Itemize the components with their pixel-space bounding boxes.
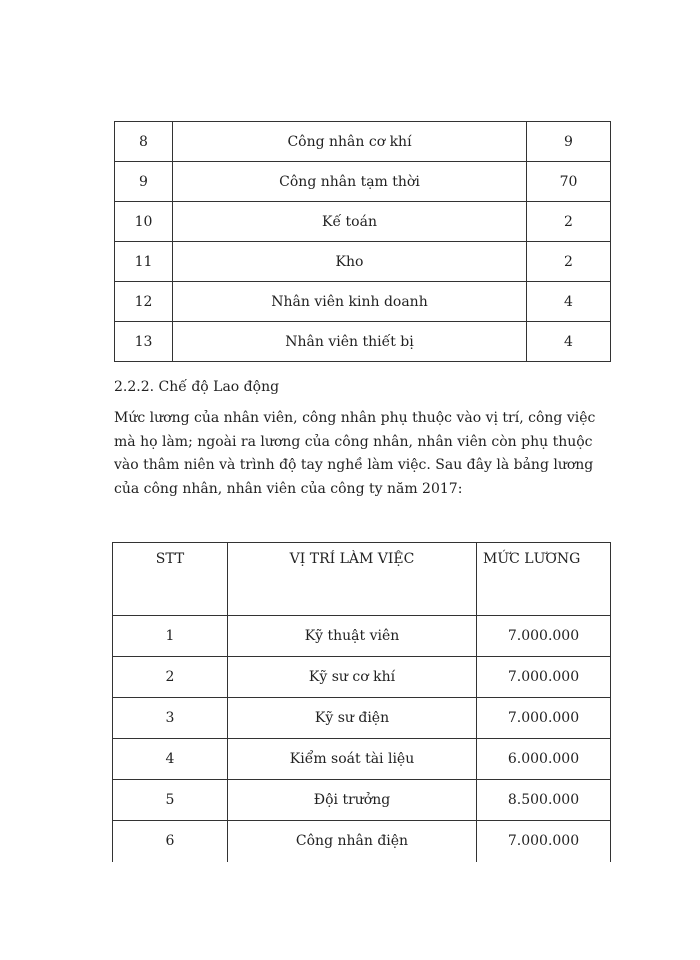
- count-cell: 9: [527, 122, 611, 162]
- table-row: [115, 162, 611, 202]
- position-cell: Kỹ sư cơ khí: [228, 657, 477, 698]
- stt-cell: 3: [113, 698, 228, 739]
- salary-cell: 7.000.000: [477, 821, 611, 862]
- position-cell: Kho: [173, 242, 527, 282]
- table-row: [113, 616, 611, 657]
- stt-cell: 10: [115, 202, 173, 242]
- table-row: [115, 322, 611, 362]
- count-cell: 2: [527, 202, 611, 242]
- stt-cell: 6: [113, 821, 228, 862]
- body-paragraph: Mức lương của nhân viên, công nhân phụ thuộc vào vị trí, công việc mà họ làm; ngoài ra lương của công nhân, nhân viên còn phụ thuộc vào thâm niên và trình độ tay nghề làm việc. Sau đây là bảng lương của công nhân, nhân viên của công ty năm 2017:: [114, 410, 596, 497]
- position-cell: Công nhân điện: [228, 821, 477, 862]
- count-cell: 70: [527, 162, 611, 202]
- stt-cell: 13: [115, 322, 173, 362]
- salary-cell: 7.000.000: [477, 657, 611, 698]
- table-row: [113, 739, 611, 780]
- salary-cell: 7.000.000: [477, 698, 611, 739]
- salary-cell: 8.500.000: [477, 780, 611, 821]
- table-row: [113, 821, 611, 862]
- salary-table: [112, 542, 611, 862]
- table-row: [115, 122, 611, 162]
- header-stt: STT: [113, 543, 228, 616]
- count-cell: 4: [527, 282, 611, 322]
- table-row: [115, 242, 611, 282]
- position-cell: Đội trưởng: [228, 780, 477, 821]
- table-row: [115, 202, 611, 242]
- staff-count-table: [114, 121, 611, 362]
- table-row: [113, 780, 611, 821]
- stt-cell: 2: [113, 657, 228, 698]
- count-cell: 2: [527, 242, 611, 282]
- position-cell: Kế toán: [173, 202, 527, 242]
- stt-cell: 5: [113, 780, 228, 821]
- table-header-row: [113, 543, 611, 616]
- header-position: VỊ TRÍ LÀM VIỆC: [228, 543, 477, 616]
- position-cell: Kiểm soát tài liệu: [228, 739, 477, 780]
- position-cell: Kỹ thuật viên: [228, 616, 477, 657]
- count-cell: 4: [527, 322, 611, 362]
- position-cell: Nhân viên kinh doanh: [173, 282, 527, 322]
- stt-cell: 12: [115, 282, 173, 322]
- stt-cell: 1: [113, 616, 228, 657]
- position-cell: Công nhân cơ khí: [173, 122, 527, 162]
- stt-cell: 4: [113, 739, 228, 780]
- section-heading: 2.2.2. Chế độ Lao động: [114, 379, 280, 395]
- header-salary: MỨC LƯƠNG: [477, 543, 611, 616]
- salary-cell: 7.000.000: [477, 616, 611, 657]
- position-cell: Kỹ sư điện: [228, 698, 477, 739]
- position-cell: Công nhân tạm thời: [173, 162, 527, 202]
- salary-cell: 6.000.000: [477, 739, 611, 780]
- stt-cell: 9: [115, 162, 173, 202]
- table-row: [113, 657, 611, 698]
- stt-cell: 8: [115, 122, 173, 162]
- table-row: [115, 282, 611, 322]
- stt-cell: 11: [115, 242, 173, 282]
- table-row: [113, 698, 611, 739]
- position-cell: Nhân viên thiết bị: [173, 322, 527, 362]
